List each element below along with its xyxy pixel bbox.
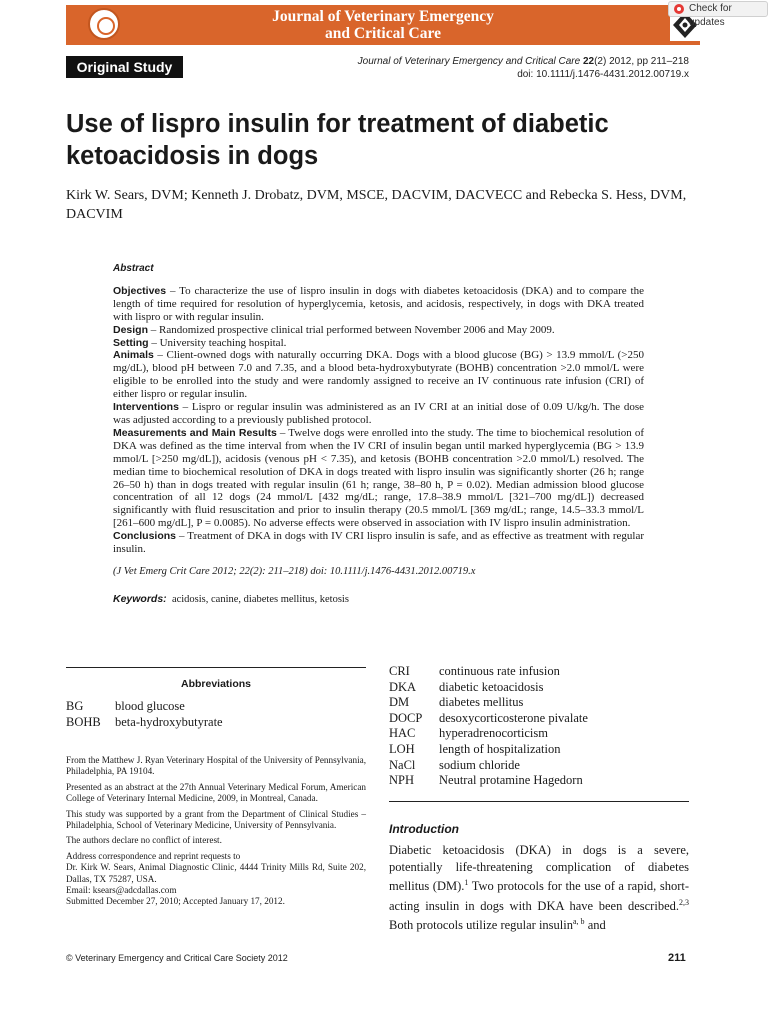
abstract-objectives	[113, 285, 644, 324]
keywords-label: Keywords:	[113, 592, 167, 605]
abstract-label: Animals	[113, 349, 154, 362]
copyright-notice: © Veterinary Emergency and Critical Care Society 2012	[66, 953, 288, 963]
abbreviation-term: DM	[389, 695, 410, 710]
abstract-interventions	[113, 401, 644, 427]
journal-name	[66, 8, 700, 42]
abbreviation-row	[389, 711, 689, 727]
abstract-text: – Client-owned dogs with naturally occurring DKA. Dogs with a blood glucose (BG) > 13.9 mmol/L (>250 mg/dL), blood pH between 7.0 and 7.35, and a blood beta-hydroxybutyrate (BOHB) concentration >2.0 mmol/L were eligible to be enrolled into the study and were randomly assigned to receive an IV continuous rate infusion (CRI) of either lispro or regular insulin.	[113, 349, 644, 401]
keywords	[113, 593, 644, 607]
abbreviation-row	[66, 699, 366, 715]
abstract-results	[113, 427, 644, 530]
abbreviation-definition: diabetes mellitus	[439, 695, 524, 710]
abbreviation-definition: continuous rate infusion	[439, 664, 560, 678]
abbreviation-definition: length of hospitalization	[439, 741, 561, 756]
page-number: 211	[668, 952, 686, 964]
abbreviation-definition: desoxycorticosterone pivalate	[439, 710, 588, 725]
abbreviation-definition: hyperadrenocorticism	[439, 726, 548, 741]
abbreviation-row	[389, 695, 689, 711]
abstract-text: – Randomized prospective clinical trial performed between November 2006 and May 2009.	[148, 323, 555, 336]
abbreviation-term: DKA	[389, 679, 417, 694]
affiliation-institution: From the Matthew J. Ryan Veterinary Hospital of the University of Pennsylvania, Philadelphia, PA 19104.	[66, 755, 366, 777]
abbreviation-term: LOH	[389, 741, 415, 756]
abbreviation-definition: diabetic ketoacidosis	[439, 679, 544, 694]
citation-doi[interactable]: doi: 10.1111/j.1476-4431.2012.00719.x	[517, 68, 689, 80]
abbreviation-row	[389, 680, 689, 696]
affiliation-conflict: The authors declare no conflict of interest.	[66, 835, 222, 846]
footnote-marker[interactable]: a, b	[573, 917, 585, 927]
abbreviation-term: NPH	[389, 773, 415, 788]
abstract-label: Conclusions	[113, 530, 177, 543]
check-for-updates-button[interactable]	[668, 1, 768, 28]
abbreviation-definition: Neutral protamine Hagedorn	[439, 773, 583, 788]
introduction-heading: Introduction	[389, 822, 459, 836]
affiliation-funding: This study was supported by a grant from the Department of Clinical Studies – Philadelphia, School of Veterinary Medicine, University of Pennsylvania.	[66, 808, 366, 831]
abstract-setting	[113, 337, 644, 350]
abstract-conclusions	[113, 530, 644, 556]
abbreviations-right	[389, 664, 689, 789]
abbreviation-term: DOCP	[389, 710, 423, 725]
abbreviation-term: BG	[66, 699, 84, 713]
abstract-text: – University teaching hospital.	[148, 336, 287, 349]
abbreviation-definition: blood glucose	[115, 699, 185, 713]
abbreviation-term: CRI	[389, 664, 410, 678]
abbreviation-definition: beta-hydroxybutyrate	[115, 714, 223, 729]
citation-volume: 22	[582, 56, 595, 67]
abstract-design	[113, 324, 644, 337]
journal-name-line1: Journal of Veterinary Emergency	[272, 8, 494, 25]
intro-sentence: and	[584, 918, 606, 933]
abstract-text: – Twelve dogs were enrolled into the study. The time to biochemical resolution of DKA was defined as the time interval from when the IV CRI of insulin began until marked hyperglycemia (BG > 13.9 mmol/L [>250 mg/dL]), acidosis (venous pH < 7.35), and ketosis (BOHB concentration >2.0 mmol/L) resolved. The median time to biochemical resolution of DKA in dogs treated with lispro insulin was significantly shorter (26 h; range 26–50 h) than in dogs treated with regular insulin (61 h; range, 38–80 h, P = 0.02). Median admission blood glucose concentration of all 12 dogs (24 mmol/L [432 mg/dL; range, 17.8–38.9 mmol/L [321–700 mg/dL]) decreased significantly with fluid resuscitation and prior to insulin therapy (20.5 mmol/L [369 mg/dL; range, 14.5–33.3 mmol/L [261–600 mg/dL], P = 0.0085). No adverse effects were observed in association with IV lispro insulin administration.	[113, 426, 644, 530]
reference-marker[interactable]: 1	[464, 878, 469, 887]
abbreviations-heading: Abbreviations	[180, 678, 251, 690]
author-affiliations	[66, 755, 366, 912]
article-citation	[358, 56, 689, 81]
abstract-label: Objectives	[113, 284, 167, 297]
abbreviations-left	[66, 699, 366, 730]
abbreviation-row	[389, 726, 689, 742]
abstract-heading: Abstract	[113, 263, 154, 274]
abstract	[113, 263, 644, 607]
journal-header-band	[66, 5, 700, 45]
introduction-text	[389, 842, 689, 934]
abbreviations-top-rule	[66, 667, 366, 668]
abbreviation-row	[389, 758, 689, 774]
affiliation-presentation: Presented as an abstract at the 27th Annual Veterinary Medical Forum, American College of Veterinary Internal Medicine, 2009, in Montreal, Canada.	[66, 781, 366, 804]
abbreviations-bottom-rule	[389, 801, 689, 802]
abbreviation-term: NaCl	[389, 757, 416, 772]
abstract-label: Interventions	[113, 401, 179, 414]
check-for-updates-label: Check for updates	[689, 3, 732, 28]
citation-journal: Journal of Veterinary Emergency and Critical Care	[357, 56, 581, 67]
abbreviation-definition: sodium chloride	[439, 757, 520, 772]
abbreviation-row	[66, 715, 366, 731]
abstract-text: – Lispro or regular insulin was administered as an IV CRI at an initial dose of 0.09 U/kg/h. The dose was adjusted according to a previously published protocol.	[113, 401, 644, 426]
abstract-label: Measurements and Main Results	[113, 426, 277, 439]
abstract-text: – To characterize the use of lispro insulin in dogs with diabetes ketoacidosis (DKA) and to compare the length of time required for resolution of hyperglycemia, ketosis, and acidosis, respectively, in dogs with DKA treated with lispro or with regular insulin.	[113, 284, 644, 323]
abstract-citation: (J Vet Emerg Crit Care 2012; 22(2): 211–218) doi: 10.1111/j.1476-4431.2012.00719.x	[113, 565, 476, 577]
journal-name-line2: and Critical Care	[325, 25, 441, 42]
abstract-label: Design	[113, 323, 149, 336]
article-title: Use of lispro insulin for treatment of diabetic ketoacidosis in dogs	[66, 110, 609, 170]
abstract-animals	[113, 349, 644, 401]
intro-sentence: Two protocols for the use of a rapid, short-acting insulin in dogs with DKA have been described.	[389, 879, 689, 913]
abbreviation-row	[389, 742, 689, 758]
keywords-text: acidosis, canine, diabetes mellitus, ketosis	[171, 593, 349, 605]
crossmark-icon	[674, 4, 684, 14]
affiliation-correspondence: Address correspondence and reprint requests to Dr. Kirk W. Sears, Animal Diagnostic Clinic, 4444 Trinity Mills Rd, Suite 202, Dallas, TX 75287, USA. Email: ksears@adcdallas.com Submitted December 27, 2010; Accepted January 17, 2012.	[66, 850, 366, 907]
intro-sentence: Both protocols utilize regular insulin	[389, 918, 573, 933]
abbreviation-term: HAC	[389, 726, 416, 741]
author-list: Kirk W. Sears, DVM; Kenneth J. Drobatz, DVM, MSCE, DACVIM, DACVECC and Rebecka S. Hess, DVM, DACVIM	[66, 188, 687, 222]
abbreviation-row	[389, 773, 689, 789]
article-type-badge: Original Study	[66, 56, 183, 78]
citation-details: (2) 2012, pp 211–218	[594, 56, 689, 67]
abstract-label: Setting	[113, 336, 149, 349]
abbreviation-term: BOHB	[66, 714, 101, 729]
abstract-text: – Treatment of DKA in dogs with IV CRI lispro insulin is safe, and as effective as treatment with regular insulin.	[113, 530, 644, 556]
intro-sentence: Diabetic ketoacidosis (DKA) in dogs is a severe, potentially life-threatening complication of diabetes mellitus (DM).	[389, 843, 689, 894]
abbreviation-row	[389, 664, 689, 680]
reference-marker[interactable]: 2,3	[679, 897, 689, 907]
